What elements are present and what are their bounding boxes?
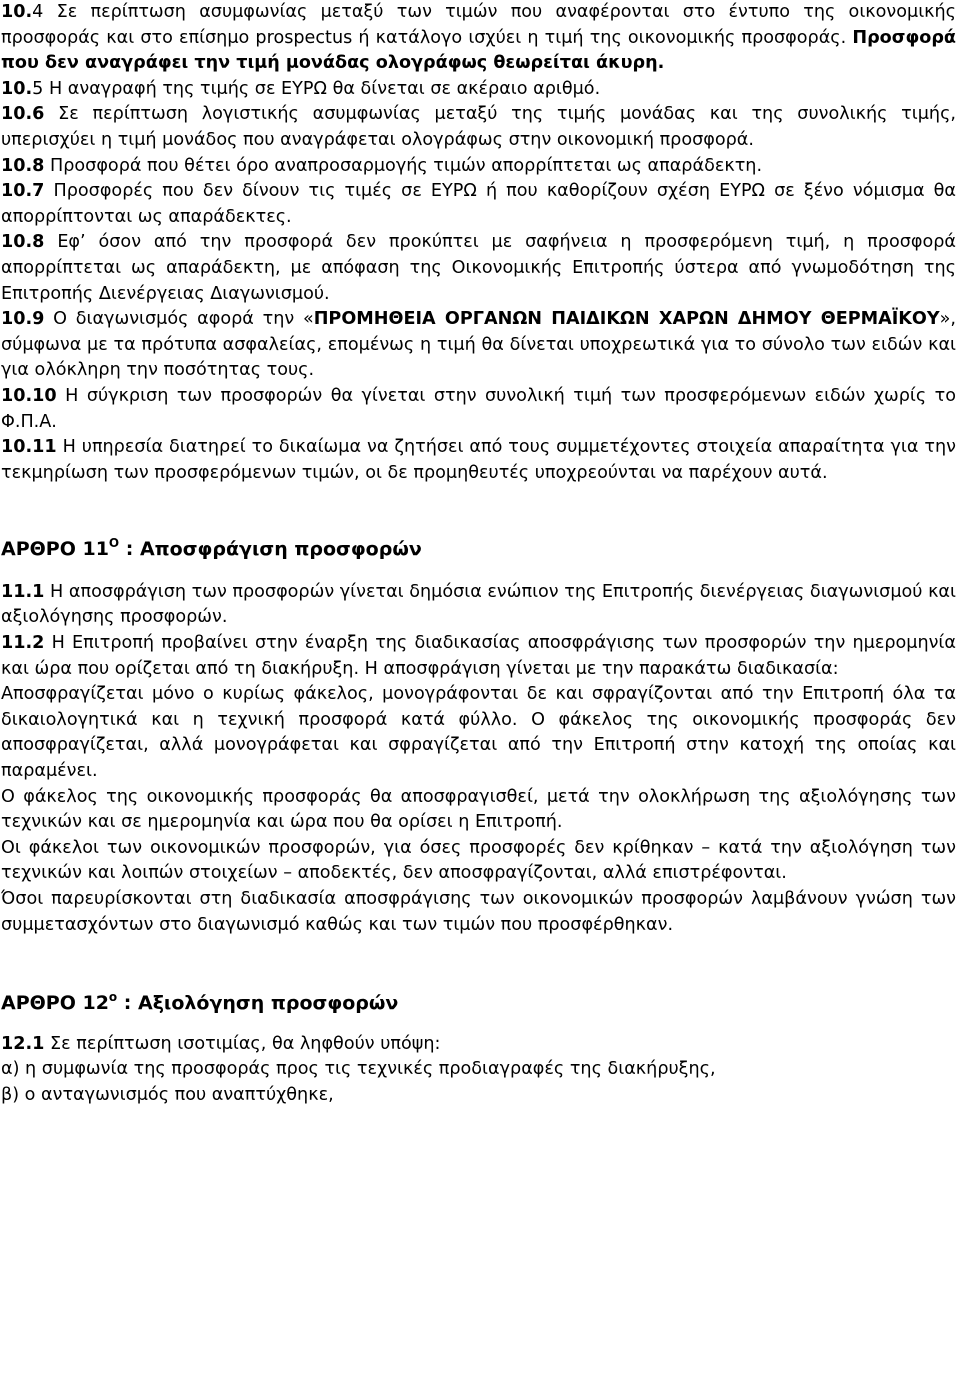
article-number: ΑΡΘΡΟ 11: [1, 538, 109, 561]
paragraph-text: Ο διαγωνισμός αφορά την «: [44, 309, 314, 330]
paragraph-text: Εφ’ όσον από την προσφορά δεν προκύπτει με σαφήνεια η προσφερόμενη τιμή, η προσφορά απορρίπτεται ως απαράδεκτη, με απόφαση της Οικονομικής Επιτροπής ύστερα από γνωμοδότηση της Επιτροπής Διενέργειας Διαγωνισμού.: [1, 232, 956, 304]
paragraph-10-5: [1, 77, 956, 103]
paragraph-12-1: [1, 1032, 956, 1058]
section-number: 11.: [1, 633, 33, 654]
paragraph-10-7: [1, 179, 956, 230]
section-number: 10.: [1, 2, 33, 22]
section-subnumber: 1: [32, 581, 45, 602]
spacer: [1, 1017, 956, 1032]
paragraph-11-2-b: Ο φάκελος της οικονομικής προσφοράς θα αποσφραγισθεί, μετά την ολοκλήρωση της αξιολόγησης των τεχνικών και σε ημερομηνία και ώρα που θα ορίσει η Επιτροπή.: [1, 786, 956, 833]
article-title: : Αποσφράγιση προσφορών: [119, 538, 422, 561]
spacer: [1, 486, 956, 537]
spacer: [1, 563, 956, 580]
spacer: [1, 938, 956, 991]
paragraph-text: Σε περίπτωση λογιστικής ασυμφωνίας μεταξύ της τιμής μονάδας και της συνολικής τιμής, υπερισχύει η τιμή μονάδος που αναγράφεται ολογράφως στην οικονομική προσφορά.: [1, 104, 956, 150]
paragraph-text: Η σύγκριση των προσφορών θα γίνεται στην συνολική τιμή των προσφερόμενων ειδών χωρίς το Φ.Π.Α.: [1, 385, 956, 432]
paragraph-text-continued: », σύμφωνα με τα πρότυπα ασφαλείας, επομένως η τιμή θα δίνεται υποχρεωτικά για το σύνολο των ειδών και για ολόκληρη την ποσότητας τους.: [1, 309, 956, 381]
section-number: 10.: [1, 437, 33, 458]
paragraph-10-8-a: [1, 154, 956, 180]
section-subnumber: 11: [32, 437, 57, 458]
tender-title: ΠΡΟΜΗΘΕΙΑ ΟΡΓΑΝΩΝ ΠΑΙΔΙΚΩΝ ΧΑΡΩΝ ΔΗΜΟΥ ΘΕΡΜΑΪΚΟΥ: [313, 309, 940, 330]
paragraph-text: Η υπηρεσία διατηρεί το δικαίωμα να ζητήσει από τους συμμετέχοντες στοιχεία απαραίτητα για την τεκμηρίωση των προσφερόμενων τιμών, οι δε προμηθευτές υποχρεούνται να παρέχουν αυτά.: [1, 437, 956, 483]
section-number: 11.: [1, 581, 33, 602]
paragraph-11-2-d: Όσοι παρευρίσκονται στη διαδικασία αποσφράγισης των οικονομικών προσφορών λαμβάνουν γνώση των συμμετασχόντων στο διαγωνισμό καθώς και των τιμών που προσφέρθηκαν.: [1, 889, 956, 935]
article-12-heading: [1, 991, 956, 1017]
section-subnumber: 1: [32, 1033, 45, 1054]
paragraph-11-2: [1, 631, 956, 682]
section-number: 10.: [1, 309, 33, 330]
section-subnumber: 8: [32, 155, 45, 176]
paragraph-10-11: [1, 435, 956, 486]
section-number: 10.: [1, 78, 33, 99]
paragraph-10-8-b: [1, 230, 956, 307]
article-ordinal: ο: [108, 990, 118, 1005]
section-subnumber: 2: [32, 633, 45, 654]
paragraph-10-4: [1, 0, 956, 77]
paragraph-10-10: [1, 384, 956, 435]
section-number: 10.: [1, 155, 33, 176]
paragraph-text: Η αποσφράγιση των προσφορών γίνεται δημόσια ενώπιον της Επιτροπής διενέργειας διαγωνισμού και αξιολόγησης προσφορών.: [1, 581, 956, 628]
section-number: 12.: [1, 1033, 33, 1054]
section-subnumber: 9: [32, 309, 45, 330]
article-number: ΑΡΘΡΟ 12: [1, 992, 109, 1015]
section-subnumber: 7: [32, 181, 45, 202]
section-number: 10.: [1, 104, 33, 125]
paragraph-text: Η αναγραφή της τιμής σε ΕΥΡΩ θα δίνεται σε ακέραιο αριθμό.: [43, 78, 601, 99]
section-number: 10.: [1, 232, 33, 253]
article-11-heading: [1, 537, 956, 563]
paragraph-12-1-b: β) ο ανταγωνισμός που αναπτύχθηκε,: [1, 1084, 334, 1105]
section-subnumber: 8: [32, 232, 45, 253]
paragraph-11-2-c: Οι φάκελοι των οικονομικών προσφορών, για όσες προσφορές δεν κρίθηκαν – κατά την αξιολόγηση των τεχνικών και λοιπών στοιχείων – αποδεκτές, δεν αποσφραγίζονται, αλλά επιστρέφονται.: [1, 837, 956, 884]
section-subnumber: 6: [32, 104, 45, 125]
paragraph-12-1-a: α) η συμφωνία της προσφοράς προς τις τεχνικές προδιαγραφές της διακήρυξης,: [1, 1059, 716, 1080]
section-number: 10.: [1, 181, 33, 202]
article-title: : Αξιολόγηση προσφορών: [117, 992, 399, 1015]
paragraph-10-9: [1, 307, 956, 384]
section-number: 10.: [1, 385, 33, 406]
document-page: [1, 0, 956, 1109]
paragraph-10-6: [1, 102, 956, 153]
section-subnumber: 4: [32, 2, 44, 22]
article-ordinal: Ο: [108, 536, 120, 551]
paragraph-text: Η Επιτροπή προβαίνει στην έναρξη της διαδικασίας αποσφράγισης των προσφορών την ημερομηνία και ώρα που ορίζεται από τη διακήρυξη. Η αποσφράγιση γίνεται με την παρακάτω διαδικασία:: [1, 633, 956, 679]
paragraph-text: Σε περίπτωση ασυμφωνίας μεταξύ των τιμών που αναφέρονται στο έντυπο της οικονομικής προσφοράς και στο επίσημο prospectus ή κατάλογο ισχύει η τιμή της οικονομικής προσφοράς.: [1, 2, 956, 48]
paragraph-bold-text: Προσφορά που δεν αναγράφει την τιμή μονάδας ολογράφως θεωρείται άκυρη.: [1, 27, 956, 74]
section-subnumber: 5: [32, 78, 44, 99]
paragraph-text: Σε περίπτωση ισοτιμίας, θα ληφθούν υπόψη:: [44, 1033, 441, 1054]
paragraph-11-1: [1, 580, 956, 631]
section-subnumber: 10: [32, 385, 57, 406]
paragraph-11-2-a: Αποσφραγίζεται μόνο ο κυρίως φάκελος, μονογράφονται δε και σφραγίζονται από την Επιτροπή όλα τα δικαιολογητικά και η τεχνική προσφορά κατά φύλλο. Ο φάκελος της οικονομικής προσφοράς δεν αποσφραγίζεται, αλλά μονογράφεται και σφραγίζεται από την Επιτροπή στην κατοχή της οποίας και παραμένει.: [1, 684, 956, 782]
paragraph-text: Προσφορά που θέτει όρο αναπροσαρμογής τιμών απορρίπτεται ως απαράδεκτη.: [44, 155, 763, 176]
paragraph-text: Προσφορές που δεν δίνουν τις τιμές σε ΕΥΡΩ ή που καθορίζουν σχέση ΕΥΡΩ σε ξένο νόμισμα θα απορρίπτονται ως απαράδεκτες.: [1, 181, 956, 227]
